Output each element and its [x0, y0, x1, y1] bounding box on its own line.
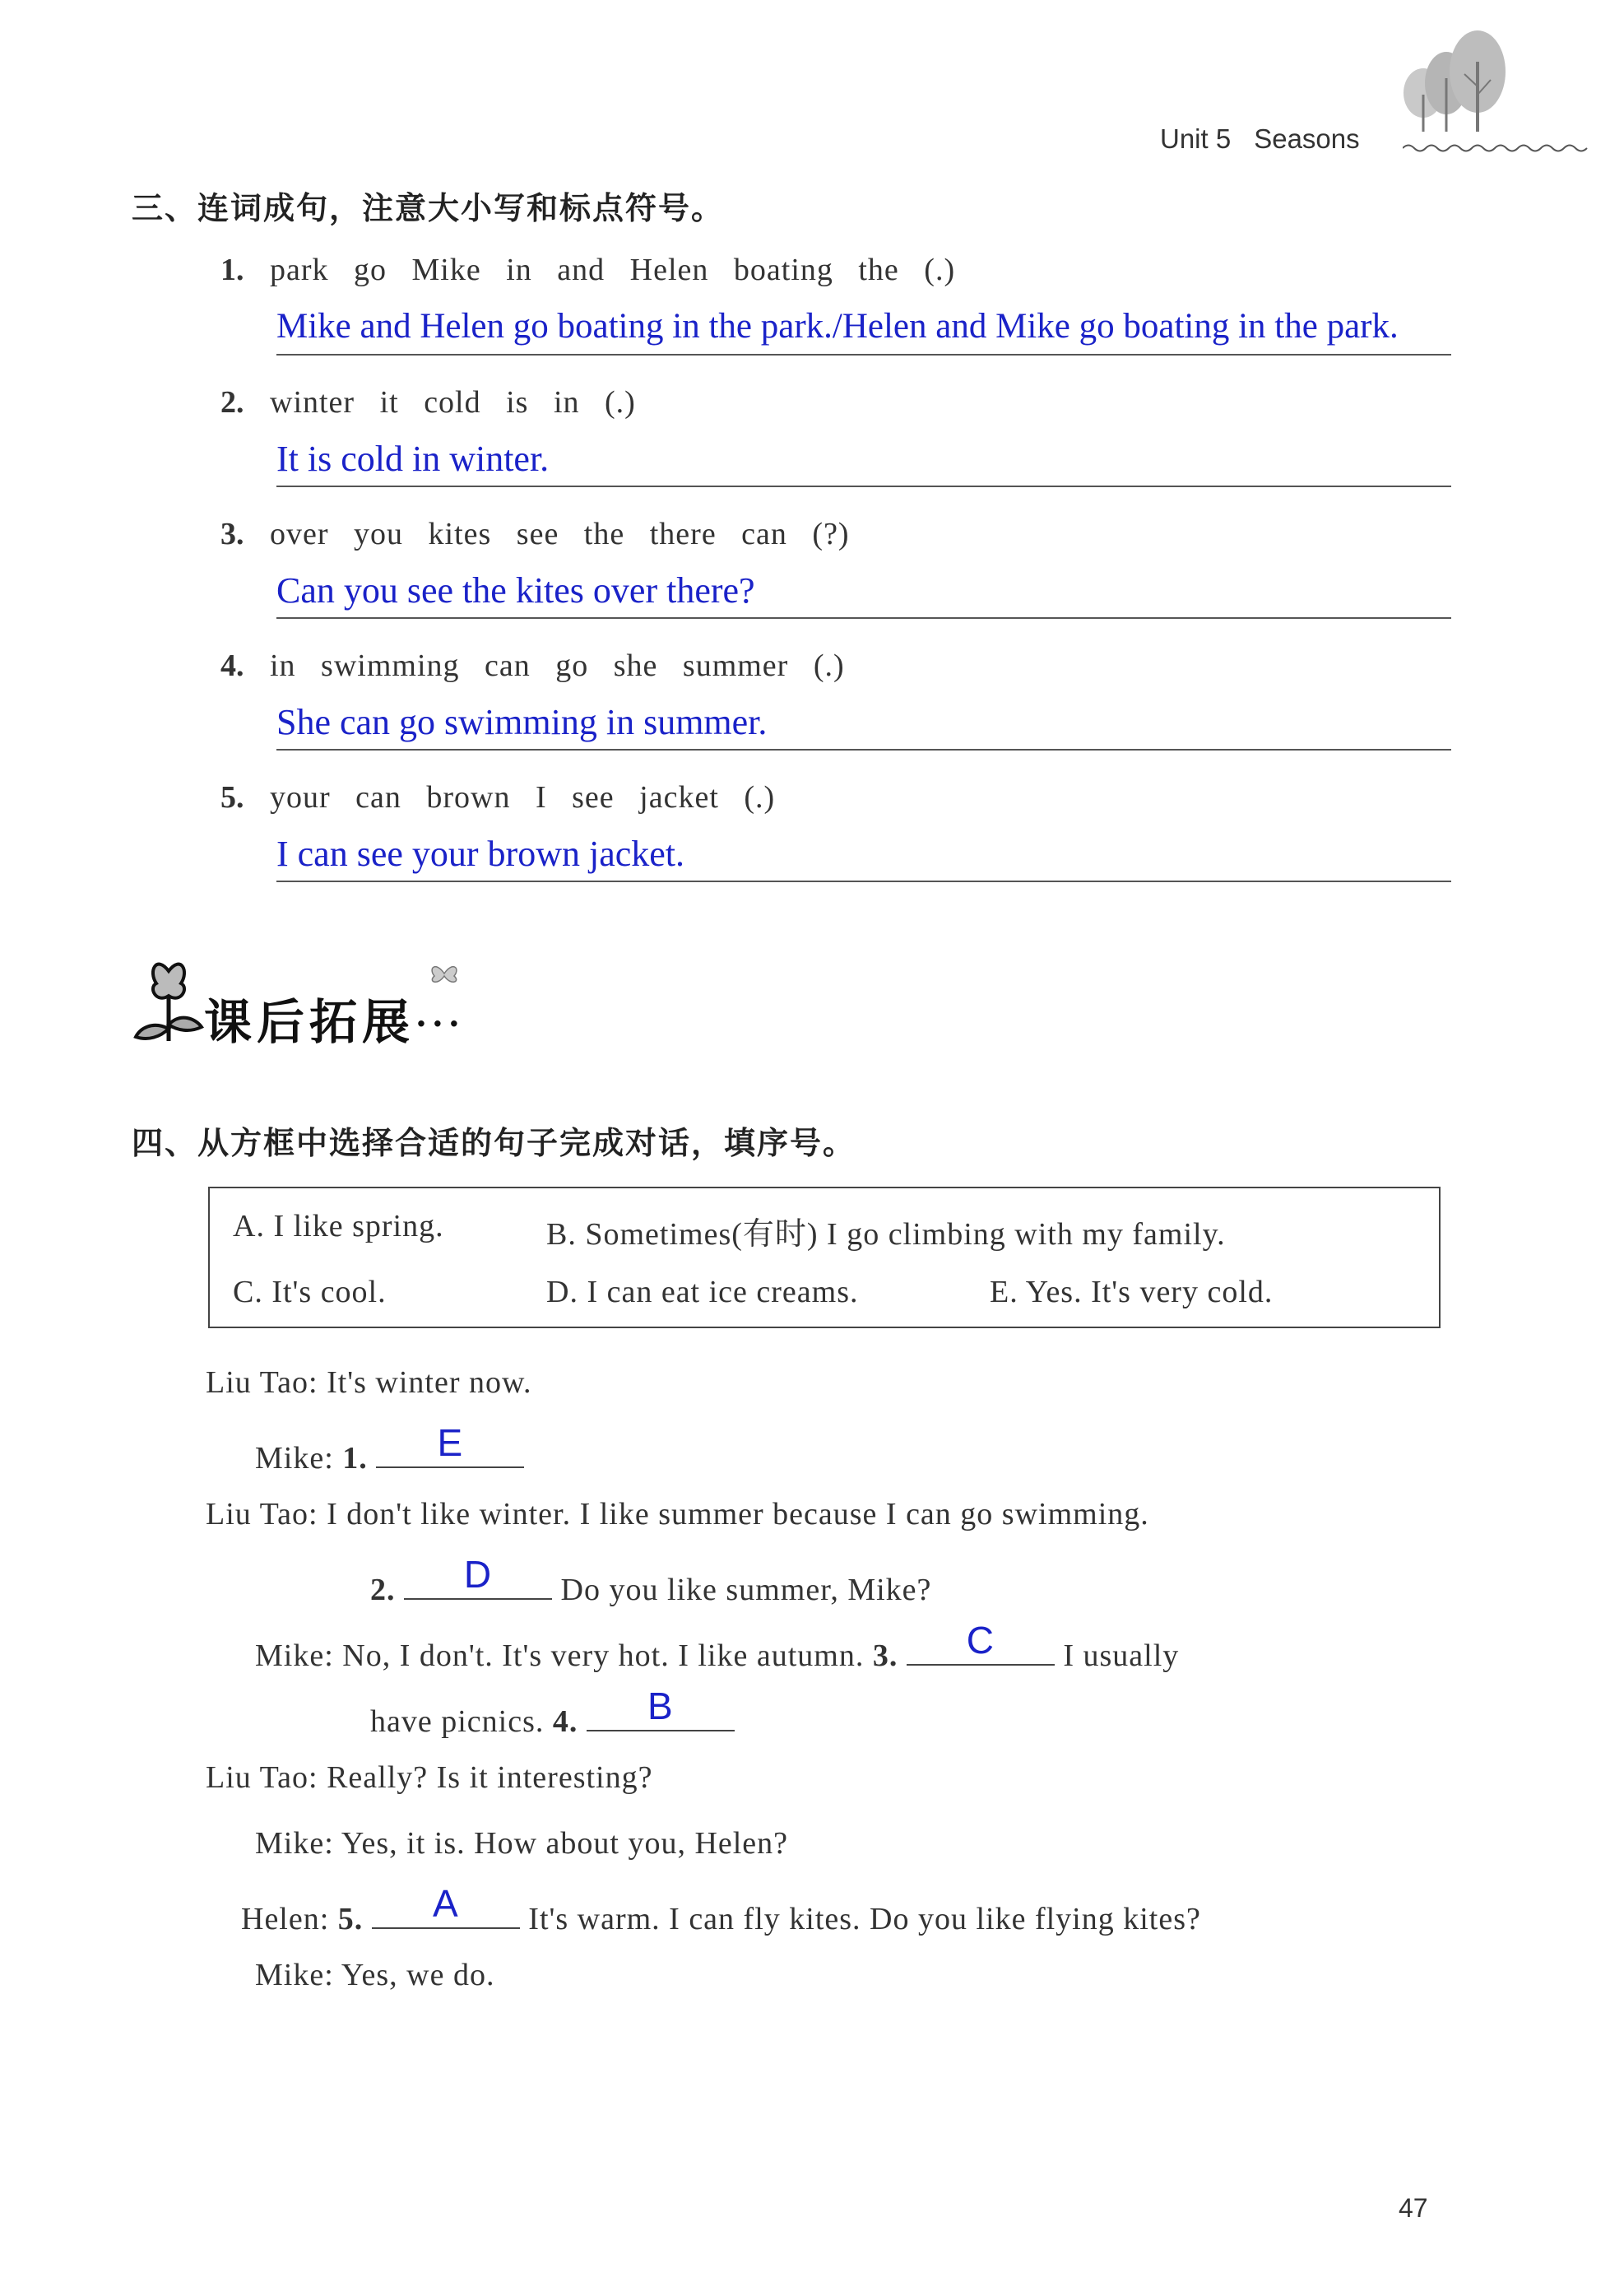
question-number: 4.	[220, 648, 244, 683]
answer-blank-2[interactable]	[404, 1553, 552, 1600]
blank-number: 1.	[342, 1441, 368, 1476]
dialogue-line-5	[255, 1619, 1180, 1674]
dialogue-line-4	[370, 1553, 932, 1608]
blank-number: 4.	[552, 1704, 578, 1739]
blank-number: 3.	[872, 1638, 898, 1673]
question-number: 2.	[220, 385, 244, 420]
speaker: Liu Tao:	[206, 1365, 318, 1400]
section4-heading: 四、从方框中选择合适的句子完成对话，填序号。	[132, 1125, 856, 1161]
blank-number: 2.	[370, 1573, 396, 1607]
word-list: park go Mike in and Helen boating the (.)	[270, 253, 956, 287]
dialogue-line-1	[206, 1364, 531, 1401]
question-2	[220, 383, 636, 421]
question-3	[220, 515, 850, 552]
line-text: Really? Is it interesting?	[327, 1760, 653, 1795]
dialogue-line-2	[255, 1421, 524, 1476]
answer-1[interactable]: Mike and Helen go boating in the park./Helen and Mike go boating in the park.	[276, 307, 1399, 346]
speaker: Mike:	[255, 1441, 334, 1476]
answer-3[interactable]: Can you see the kites over there?	[276, 570, 755, 611]
dialogue-line-9	[241, 1882, 1201, 1937]
line-text: It's warm. I can fly kites. Do you like flying kites?	[528, 1902, 1201, 1936]
wavy-divider	[1403, 142, 1588, 155]
speaker: Mike:	[255, 1638, 334, 1673]
answer-blank-5[interactable]	[372, 1882, 520, 1929]
line-text: I don't like winter. I like summer because I can go swimming.	[327, 1497, 1149, 1531]
answer-line-4	[276, 749, 1451, 751]
speaker: Liu Tao:	[206, 1760, 318, 1795]
option-d: D. I can eat ice creams.	[546, 1275, 859, 1309]
word-list: your can brown I see jacket (.)	[270, 780, 776, 815]
line-text: No, I don't. It's very hot. I like autumn.	[342, 1638, 865, 1673]
flower-icon	[132, 946, 206, 1053]
section3-heading: 三、连词成句，注意大小写和标点符号。	[132, 190, 725, 226]
word-list: winter it cold is in (.)	[270, 385, 636, 420]
answer-line-3	[276, 617, 1451, 619]
line-text: Yes, it is. How about you, Helen?	[341, 1826, 789, 1861]
word-list: in swimming can go she summer (.)	[270, 648, 845, 683]
question-number: 1.	[220, 253, 244, 287]
option-c: C. It's cool.	[233, 1275, 387, 1309]
blank-answer: E	[437, 1421, 464, 1464]
blank-answer: D	[463, 1553, 493, 1596]
speaker: Helen:	[241, 1902, 330, 1936]
dialogue-line-8	[255, 1825, 788, 1861]
blank-answer: B	[647, 1685, 674, 1727]
answer-2[interactable]: It is cold in winter.	[276, 439, 550, 479]
answer-blank-4[interactable]	[587, 1685, 735, 1731]
answer-4[interactable]: She can go swimming in summer.	[276, 702, 768, 742]
line-text: have picnics.	[370, 1704, 545, 1739]
answer-line-2	[276, 486, 1451, 487]
speaker: Mike:	[255, 1826, 334, 1861]
blank-number: 5.	[337, 1902, 364, 1936]
line-text: Yes, we do.	[341, 1958, 495, 1992]
blank-answer: A	[432, 1882, 459, 1925]
question-number: 3.	[220, 517, 244, 551]
banner-title: 课后拓展	[204, 994, 415, 1050]
answer-5[interactable]: I can see your brown jacket.	[276, 834, 685, 874]
unit-header	[1160, 123, 1360, 155]
line-text-after: I usually	[1063, 1638, 1180, 1673]
option-a: A. I like spring.	[233, 1209, 444, 1243]
word-list: over you kites see the there can (?)	[270, 517, 850, 551]
line-text: Do you like summer, Mike?	[560, 1573, 932, 1607]
answer-blank-3[interactable]	[907, 1619, 1055, 1666]
dialogue-line-3	[206, 1496, 1149, 1532]
question-1	[220, 251, 955, 288]
option-b: B. Sometimes(有时) I go climbing with my family.	[546, 1217, 1226, 1252]
dialogue-line-7	[206, 1759, 652, 1796]
answer-blank-1[interactable]	[376, 1421, 524, 1468]
unit-title: Seasons	[1254, 123, 1360, 154]
speaker: Liu Tao:	[206, 1497, 318, 1531]
unit-label: Unit 5	[1160, 123, 1232, 154]
butterfly-icon	[428, 961, 461, 986]
blank-answer: C	[966, 1619, 995, 1662]
speaker: Mike:	[255, 1958, 334, 1992]
question-5	[220, 779, 775, 816]
line-text: It's winter now.	[327, 1365, 532, 1400]
dialogue-line-6	[370, 1685, 735, 1740]
question-number: 5.	[220, 780, 244, 815]
option-e: E. Yes. It's very cold.	[990, 1275, 1274, 1309]
answer-line-1	[276, 354, 1451, 356]
answer-line-5	[276, 881, 1451, 882]
page-number: 47	[1399, 2193, 1428, 2223]
question-4	[220, 647, 845, 684]
banner-dots: ...	[415, 996, 465, 1034]
dialogue-line-10	[255, 1957, 494, 1993]
trees-illustration	[1399, 29, 1514, 140]
